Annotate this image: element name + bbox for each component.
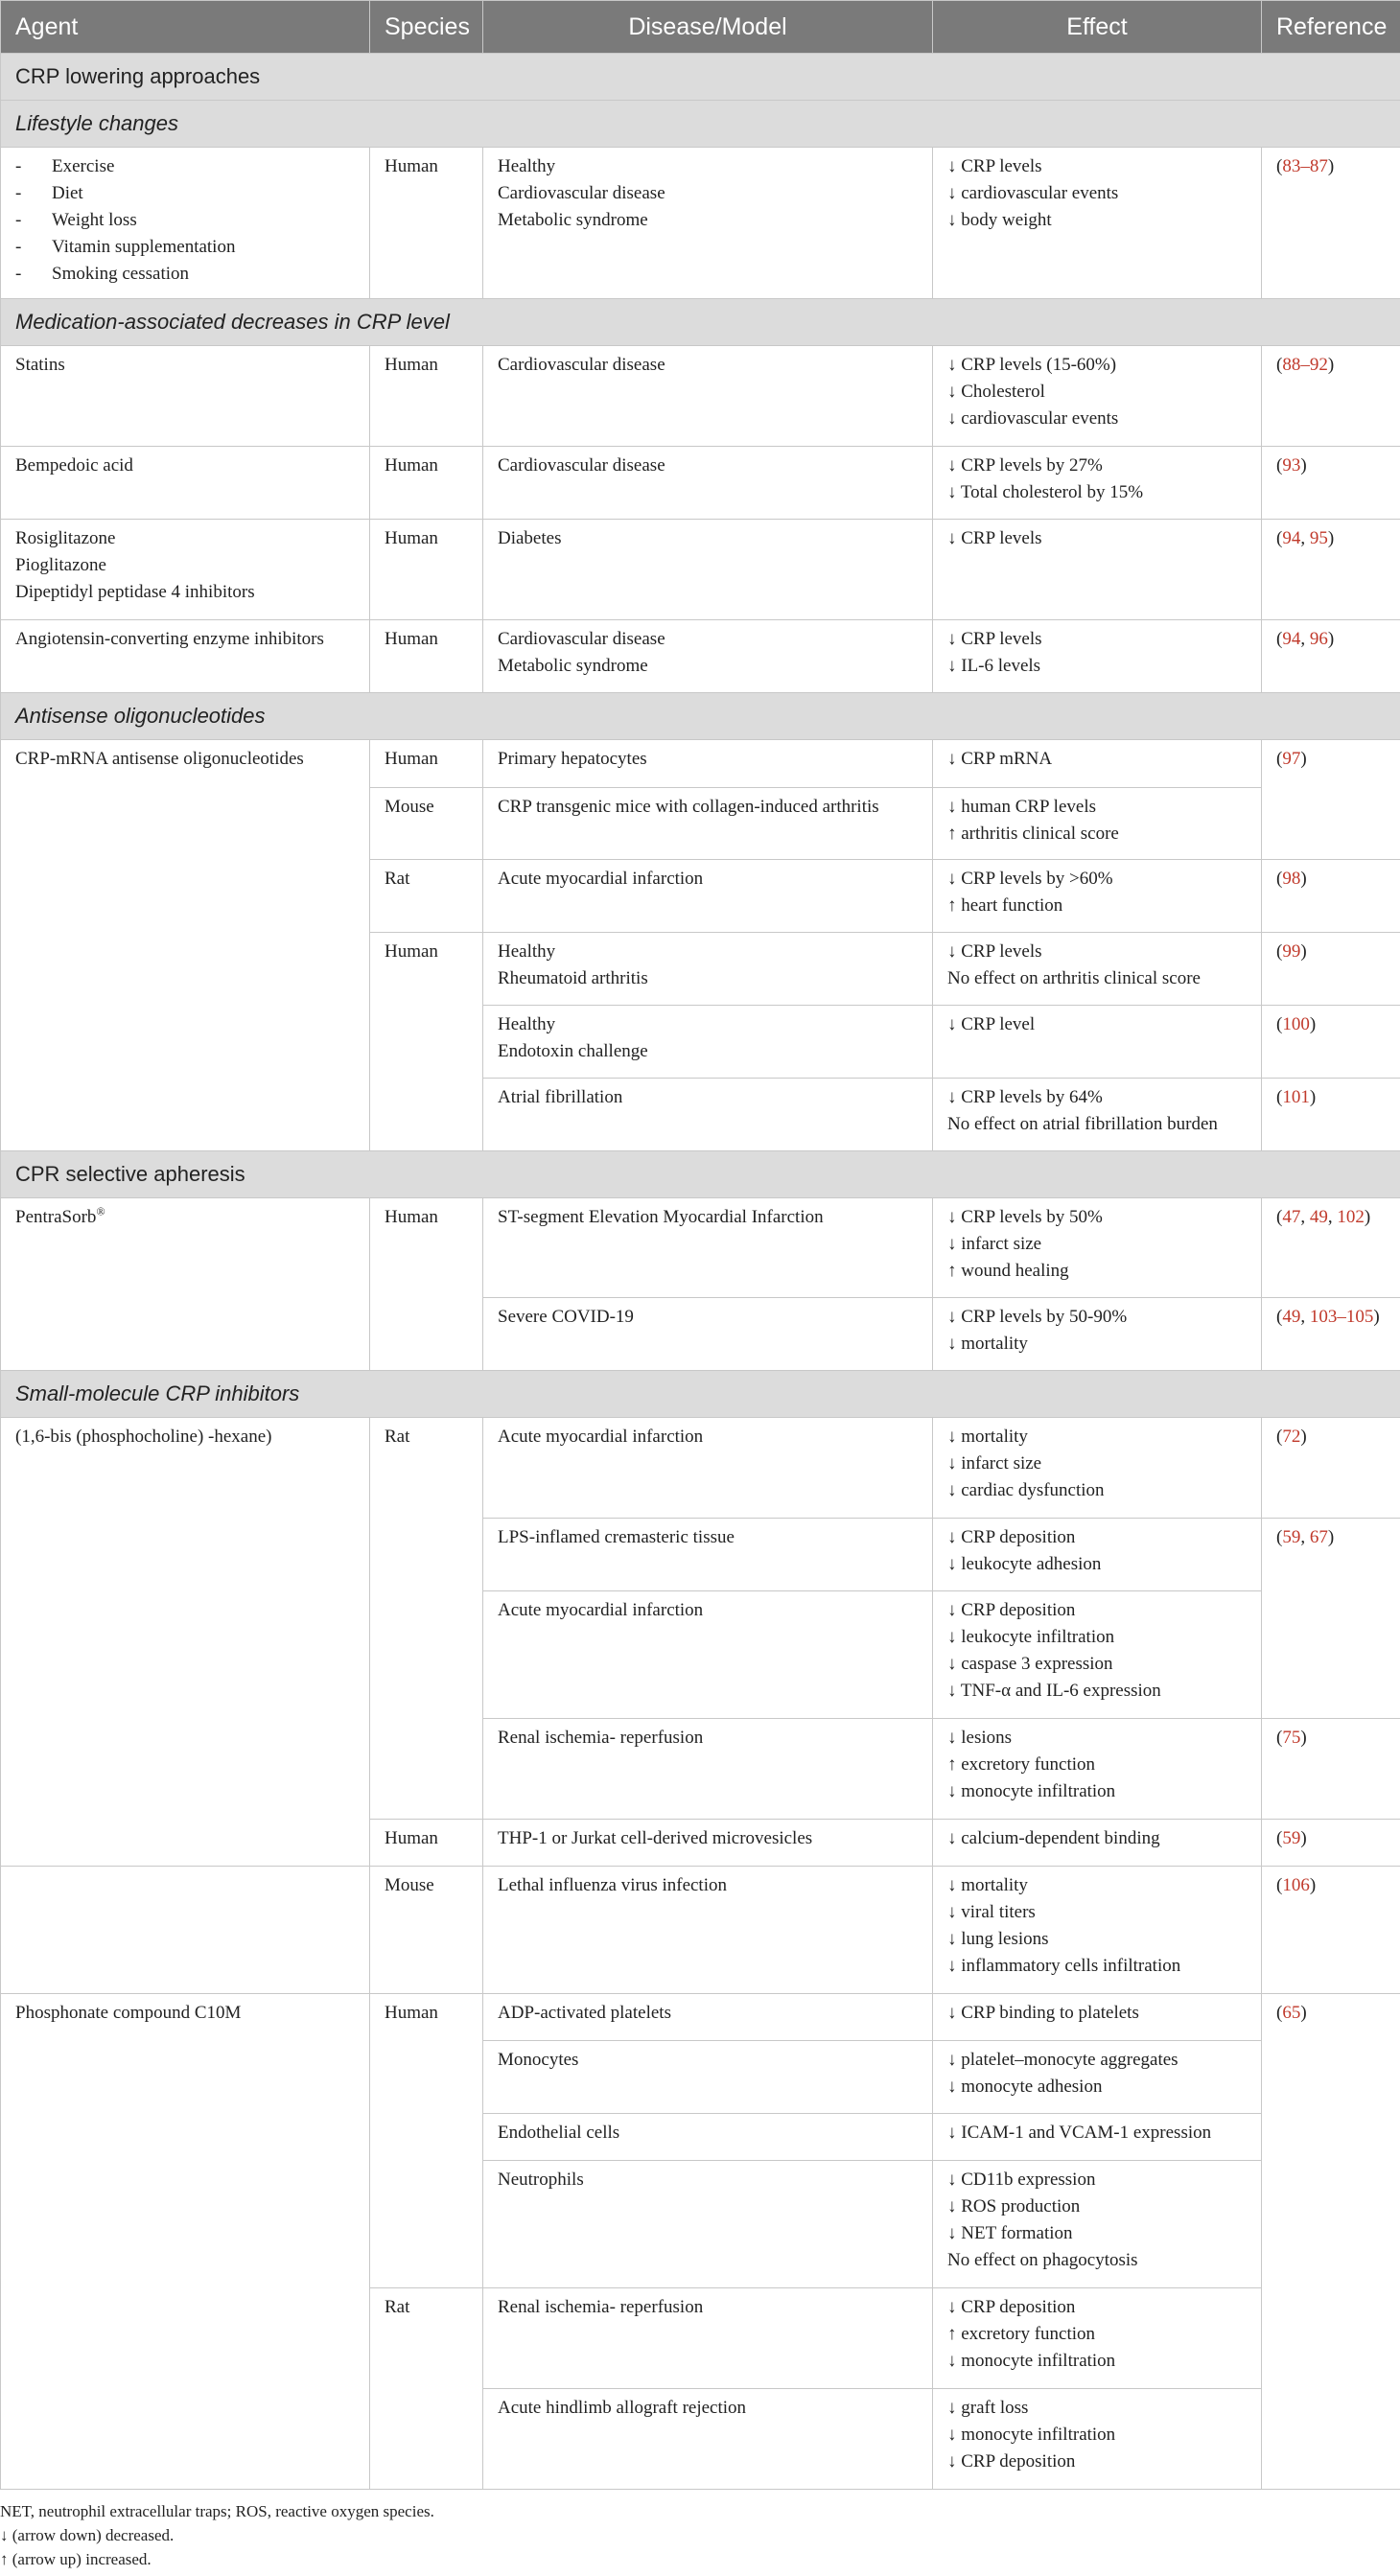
disease-cell: Acute hindlimb allograft rejection <box>483 2389 933 2490</box>
reference-cell: (98) <box>1262 860 1400 933</box>
list-item: - Exercise <box>15 156 115 176</box>
reference-link[interactable]: 72 <box>1282 1427 1301 1447</box>
agent-cell: Phosphonate compound C10M <box>1 1994 370 2490</box>
effect-cell: ↓ CRP deposition ↓ leukocyte infiltration ↓ caspase 3 expression ↓ TNF-α and IL-6 expression <box>933 1591 1262 1719</box>
disease-cell: Healthy Rheumatoid arthritis <box>483 933 933 1006</box>
disease-cell: Severe COVID-19 <box>483 1298 933 1371</box>
disease-cell: Acute myocardial infarction <box>483 1418 933 1519</box>
disease-cell: THP-1 or Jurkat cell-derived microvesicles <box>483 1820 933 1867</box>
disease-cell: Atrial fibrillation <box>483 1079 933 1151</box>
section-apheresis: CPR selective apheresis <box>1 1151 1400 1198</box>
effect-cell: ↓ mortality ↓ viral titers ↓ lung lesions ↓ inflammatory cells infiltration <box>933 1867 1262 1994</box>
reference-cell: (59, 67) <box>1262 1519 1400 1719</box>
reference-cell: (94, 95) <box>1262 520 1400 620</box>
section-row <box>1 1371 1400 1418</box>
table-row <box>1 740 1400 788</box>
disease-cell: Acute myocardial infarction <box>483 860 933 933</box>
reference-cell: (94, 96) <box>1262 620 1400 693</box>
reference-link[interactable]: 49 <box>1282 1307 1301 1327</box>
agent-cell: Statins <box>1 346 370 447</box>
species-cell: Human <box>370 148 483 299</box>
effect-cell: ↓ CD11b expression ↓ ROS production ↓ NET formation No effect on phagocytosis <box>933 2161 1262 2288</box>
table-row <box>1 1867 1400 1994</box>
header-species: Species <box>370 1 483 54</box>
table-row <box>1 1418 1400 1519</box>
disease-cell: Neutrophils <box>483 2161 933 2288</box>
reference-cell: (88–92) <box>1262 346 1400 447</box>
reference-cell: (59) <box>1262 1820 1400 1867</box>
table-row <box>1 1198 1400 1298</box>
reference-link[interactable]: 99 <box>1282 941 1301 962</box>
section-lifestyle: Lifestyle changes <box>1 101 1400 148</box>
pentrasorb-label: PentraSorb <box>15 1207 97 1227</box>
section-row <box>1 299 1400 346</box>
disease-cell: Renal ischemia- reperfusion <box>483 2288 933 2389</box>
species-cell: Human <box>370 346 483 447</box>
reference-cell: (101) <box>1262 1079 1400 1151</box>
reference-link[interactable]: 67 <box>1309 1527 1328 1547</box>
reference-link[interactable]: 103–105 <box>1309 1307 1374 1327</box>
section-row <box>1 693 1400 740</box>
species-cell: Human <box>370 447 483 520</box>
reference-cell: (93) <box>1262 447 1400 520</box>
agent-cell: Angiotensin-converting enzyme inhibitors <box>1 620 370 693</box>
reference-cell: (49, 103–105) <box>1262 1298 1400 1371</box>
reference-cell: (72) <box>1262 1418 1400 1519</box>
disease-cell: Primary hepatocytes <box>483 740 933 788</box>
agent-cell: Rosiglitazone Pioglitazone Dipeptidyl peptidase 4 inhibitors <box>1 520 370 620</box>
footnote-arrow-down: ↓ (arrow down) decreased. <box>0 2526 175 2544</box>
disease-cell: LPS-inflamed cremasteric tissue <box>483 1519 933 1591</box>
species-cell: Human <box>370 620 483 693</box>
section-crp-lowering: CRP lowering approaches <box>1 54 1400 101</box>
list-item: - Vitamin supplementation <box>15 237 236 257</box>
effect-cell: ↓ CRP levels <box>933 520 1262 620</box>
table-row <box>1 148 1400 299</box>
disease-cell: Renal ischemia- reperfusion <box>483 1719 933 1820</box>
table-row <box>1 447 1400 520</box>
header-row <box>1 1 1400 54</box>
species-cell: Rat <box>370 2288 483 2490</box>
registered-mark: ® <box>96 1204 105 1218</box>
reference-link[interactable]: 102 <box>1337 1207 1365 1227</box>
effect-cell: ↓ CRP level <box>933 1006 1262 1079</box>
disease-cell: Cardiovascular disease <box>483 447 933 520</box>
effect-cell: ↓ human CRP levels ↑ arthritis clinical score <box>933 788 1262 860</box>
disease-cell: ADP-activated platelets <box>483 1994 933 2041</box>
species-cell: Rat <box>370 860 483 933</box>
lifestyle-agent-list <box>15 153 355 288</box>
reference-cell: (65) <box>1262 1994 1400 2490</box>
agent-cell: (1,6-bis (phosphocholine) -hexane) <box>1 1418 370 1867</box>
effect-cell: ↓ mortality ↓ infarct size ↓ cardiac dysfunction <box>933 1418 1262 1519</box>
species-cell: Human <box>370 1994 483 2288</box>
species-cell: Mouse <box>370 788 483 860</box>
list-item: - Diet <box>15 183 83 203</box>
reference-link[interactable]: 100 <box>1282 1014 1310 1034</box>
disease-cell: Cardiovascular disease <box>483 346 933 447</box>
effect-cell: ↓ CRP deposition ↑ excretory function ↓ monocyte infiltration <box>933 2288 1262 2389</box>
reference-cell: (97) <box>1262 740 1400 860</box>
reference-link[interactable]: 65 <box>1282 2003 1301 2023</box>
disease-cell: CRP transgenic mice with collagen-induced arthritis <box>483 788 933 860</box>
reference-cell: (100) <box>1262 1006 1400 1079</box>
effect-cell: ↓ CRP levels No effect on arthritis clinical score <box>933 933 1262 1006</box>
reference-link[interactable]: 83–87 <box>1282 156 1328 176</box>
section-row <box>1 101 1400 148</box>
reference-cell: (75) <box>1262 1719 1400 1820</box>
effect-cell: ↓ CRP levels by 64% No effect on atrial fibrillation burden <box>933 1079 1262 1151</box>
effect-cell: ↓ graft loss ↓ monocyte infiltration ↓ CRP deposition <box>933 2389 1262 2490</box>
section-row <box>1 1151 1400 1198</box>
table-row <box>1 1994 1400 2041</box>
species-cell: Human <box>370 520 483 620</box>
agent-cell: CRP-mRNA antisense oligonucleotides <box>1 740 370 1151</box>
effect-cell: ↓ CRP levels by 27% ↓ Total cholesterol by 15% <box>933 447 1262 520</box>
species-cell: Human <box>370 740 483 788</box>
effect-cell: ↓ CRP levels (15-60%) ↓ Cholesterol ↓ cardiovascular events <box>933 346 1262 447</box>
reference-link[interactable]: 59 <box>1282 1828 1301 1848</box>
section-antisense: Antisense oligonucleotides <box>1 693 1400 740</box>
reference-cell: (99) <box>1262 933 1400 1006</box>
effect-cell: ↓ calcium-dependent binding <box>933 1820 1262 1867</box>
list-item: - Weight loss <box>15 210 137 230</box>
reference-link[interactable]: 59 <box>1282 1527 1301 1547</box>
reference-link[interactable]: 88–92 <box>1282 355 1328 375</box>
disease-cell: Diabetes <box>483 520 933 620</box>
agent-cell <box>1 1867 370 1994</box>
reference-cell: (47, 49, 102) <box>1262 1198 1400 1298</box>
effect-cell: ↓ CRP mRNA <box>933 740 1262 788</box>
reference-link[interactable]: 97 <box>1282 749 1301 769</box>
effect-cell: ↓ CRP levels ↓ IL-6 levels <box>933 620 1262 693</box>
footnote-abbreviations: NET, neutrophil extracellular traps; ROS, reactive oxygen species. <box>0 2502 434 2520</box>
reference-link[interactable]: 47 <box>1282 1207 1301 1227</box>
species-cell: Human <box>370 1820 483 1867</box>
effect-cell: ↓ CRP deposition ↓ leukocyte adhesion <box>933 1519 1262 1591</box>
header-disease: Disease/Model <box>483 1 933 54</box>
effect-cell: ↓ CRP levels by 50-90% ↓ mortality <box>933 1298 1262 1371</box>
reference-cell: (83–87) <box>1262 148 1400 299</box>
agent-cell: Bempedoic acid <box>1 447 370 520</box>
disease-cell: Acute myocardial infarction <box>483 1591 933 1719</box>
disease-cell: Monocytes <box>483 2041 933 2114</box>
reference-link[interactable]: 98 <box>1282 869 1301 889</box>
species-cell: Mouse <box>370 1867 483 1994</box>
disease-cell: Endothelial cells <box>483 2114 933 2161</box>
effect-cell: ↓ CRP levels by 50% ↓ infarct size ↑ wound healing <box>933 1198 1262 1298</box>
section-row <box>1 54 1400 101</box>
disease-cell: Healthy Cardiovascular disease Metabolic syndrome <box>483 148 933 299</box>
reference-link[interactable]: 75 <box>1282 1728 1301 1748</box>
species-cell: Human <box>370 1198 483 1371</box>
reference-link[interactable]: 93 <box>1282 455 1301 476</box>
disease-cell: Lethal influenza virus infection <box>483 1867 933 1994</box>
reference-link[interactable]: 106 <box>1282 1875 1310 1895</box>
table-row <box>1 520 1400 620</box>
disease-cell: ST-segment Elevation Myocardial Infarction <box>483 1198 933 1298</box>
header-effect: Effect <box>933 1 1262 54</box>
species-cell: Rat <box>370 1418 483 1820</box>
section-medication: Medication-associated decreases in CRP level <box>1 299 1400 346</box>
reference-link[interactable]: 95 <box>1309 528 1328 548</box>
effect-cell: ↓ lesions ↑ excretory function ↓ monocyte infiltration <box>933 1719 1262 1820</box>
agent-cell <box>1 1198 370 1371</box>
reference-link[interactable]: 49 <box>1309 1207 1328 1227</box>
reference-link[interactable]: 94 <box>1282 528 1301 548</box>
header-agent: Agent <box>1 1 370 54</box>
agent-cell <box>1 148 370 299</box>
reference-link[interactable]: 101 <box>1282 1087 1310 1107</box>
table-footnotes <box>0 2499 1400 2571</box>
effect-cell: ↓ CRP levels ↓ cardiovascular events ↓ body weight <box>933 148 1262 299</box>
section-small-molecule: Small-molecule CRP inhibitors <box>1 1371 1400 1418</box>
footnote-arrow-up: ↑ (arrow up) increased. <box>0 2550 152 2568</box>
species-cell: Human <box>370 933 483 1151</box>
effect-cell: ↓ CRP levels by >60% ↑ heart function <box>933 860 1262 933</box>
reference-link[interactable]: 94 <box>1282 629 1301 649</box>
disease-cell: Cardiovascular disease Metabolic syndrome <box>483 620 933 693</box>
reference-link[interactable]: 96 <box>1309 629 1328 649</box>
effect-cell: ↓ platelet–monocyte aggregates ↓ monocyte adhesion <box>933 2041 1262 2114</box>
reference-cell: (106) <box>1262 1867 1400 1994</box>
disease-cell: Healthy Endotoxin challenge <box>483 1006 933 1079</box>
table-row <box>1 346 1400 447</box>
list-item: - Smoking cessation <box>15 264 190 284</box>
effect-cell: ↓ CRP binding to platelets <box>933 1994 1262 2041</box>
header-reference: Reference <box>1262 1 1400 54</box>
table-row <box>1 620 1400 693</box>
effect-cell: ↓ ICAM-1 and VCAM-1 expression <box>933 2114 1262 2161</box>
